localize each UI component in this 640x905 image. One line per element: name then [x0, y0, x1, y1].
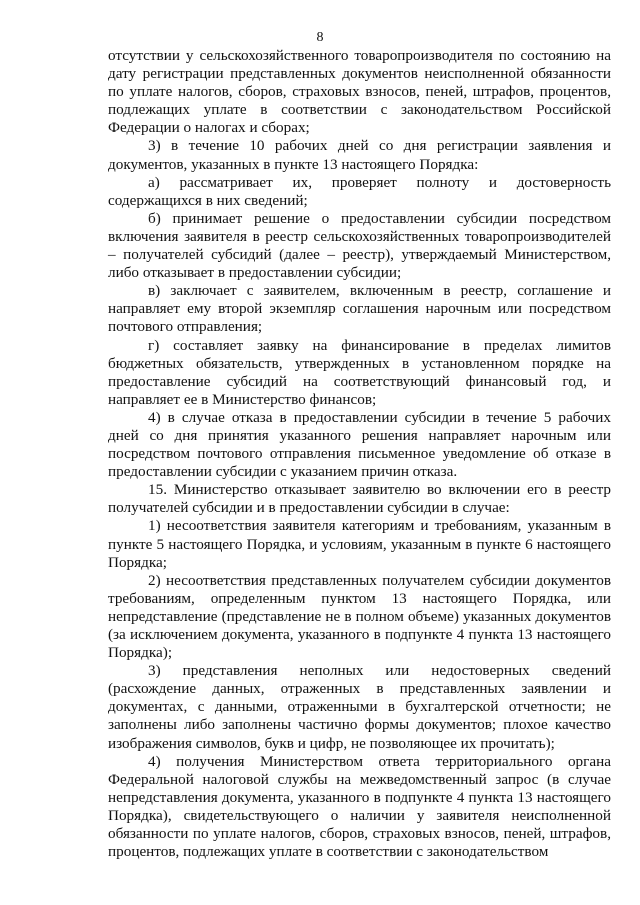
paragraph-refusal-2: 2) несоответствия представленных получателем субсидии документов требованиям, определенным пунктом 13 настоящего Порядка, или непредставление (представление не в полном объеме) указанных документов (за исключением документа, указанного в подпункте 4 пункта 13 настоящего Порядка); [108, 571, 611, 662]
paragraph-refusal-1: 1) несоответствия заявителя категориям и требованиям, указанным в пункте 5 настоящего Порядка, и условиям, указанным в пункте 6 настоящего Порядка; [108, 517, 611, 571]
paragraph-continuation: отсутствии у сельскохозяйственного товаропроизводителя по состоянию на дату регистрации представленных документов неисполненной обязанности по уплате налогов, сборов, страховых взносов, пеней, штрафов, процентов, подлежащих уплате в соответствии с законодательством Российской Федерации о налогах и сборах; [108, 47, 611, 137]
document-body [108, 47, 611, 861]
paragraph-item-3: 3) в течение 10 рабочих дней со дня регистрации заявления и документов, указанных в пункте 13 настоящего Порядка: [108, 137, 611, 173]
paragraph-subitem-g: г) составляет заявку на финансирование в пределах лимитов бюджетных обязательств, утвержденных в установленном порядке на предоставление субсидий на соответствующий финансовый год, и направляет ее в Министерство финансов; [108, 336, 611, 408]
paragraph-refusal-3: 3) представления неполных или недостоверных сведений (расхождение данных, отраженных в представленных заявлении и документах, с данными, отраженными в бухгалтерской отчетности; не заполнены либо заполнены частично формы документов; плохое качество изображения символов, букв и цифр, не позволяющее их прочитать); [108, 662, 611, 752]
paragraph-subitem-a: а) рассматривает их, проверяет полноту и достоверность содержащихся в них сведений; [108, 173, 611, 209]
paragraph-section-15: 15. Министерство отказывает заявителю во включении его в реестр получателей субсидии и в предоставлении субсидии в случае: [108, 481, 611, 517]
paragraph-subitem-b: б) принимает решение о предоставлении субсидии посредством включения заявителя в реестр сельскохозяйственных товаропроизводителей – получателей субсидий (далее – реестр), утверждаемый Министерством, либо отказывает в предоставлении субсидии; [108, 209, 611, 282]
paragraph-item-4: 4) в случае отказа в предоставлении субсидии в течение 5 рабочих дней со дня принятия указанного решения направляет нарочным или посредством почтового отправления письменное уведомление об отказе в предоставлении субсидии с указанием причин отказа. [108, 408, 611, 481]
paragraph-subitem-v: в) заключает с заявителем, включенным в реестр, соглашение и направляет ему второй экземпляр соглашения нарочным или посредством почтового отправления; [108, 282, 611, 336]
paragraph-refusal-4: 4) получения Министерством ответа территориального органа Федеральной налоговой службы на межведомственный запрос (в случае непредставления документа, указанного в подпункте 4 пункта 13 настоящего Порядка), свидетельствующего о наличии у заявителя неисполненной обязанности по уплате налогов, сборов, страховых взносов, пеней, штрафов, процентов, подлежащих уплате в соответствии с законодательством [108, 752, 611, 861]
page-number: 8 [316, 30, 324, 45]
